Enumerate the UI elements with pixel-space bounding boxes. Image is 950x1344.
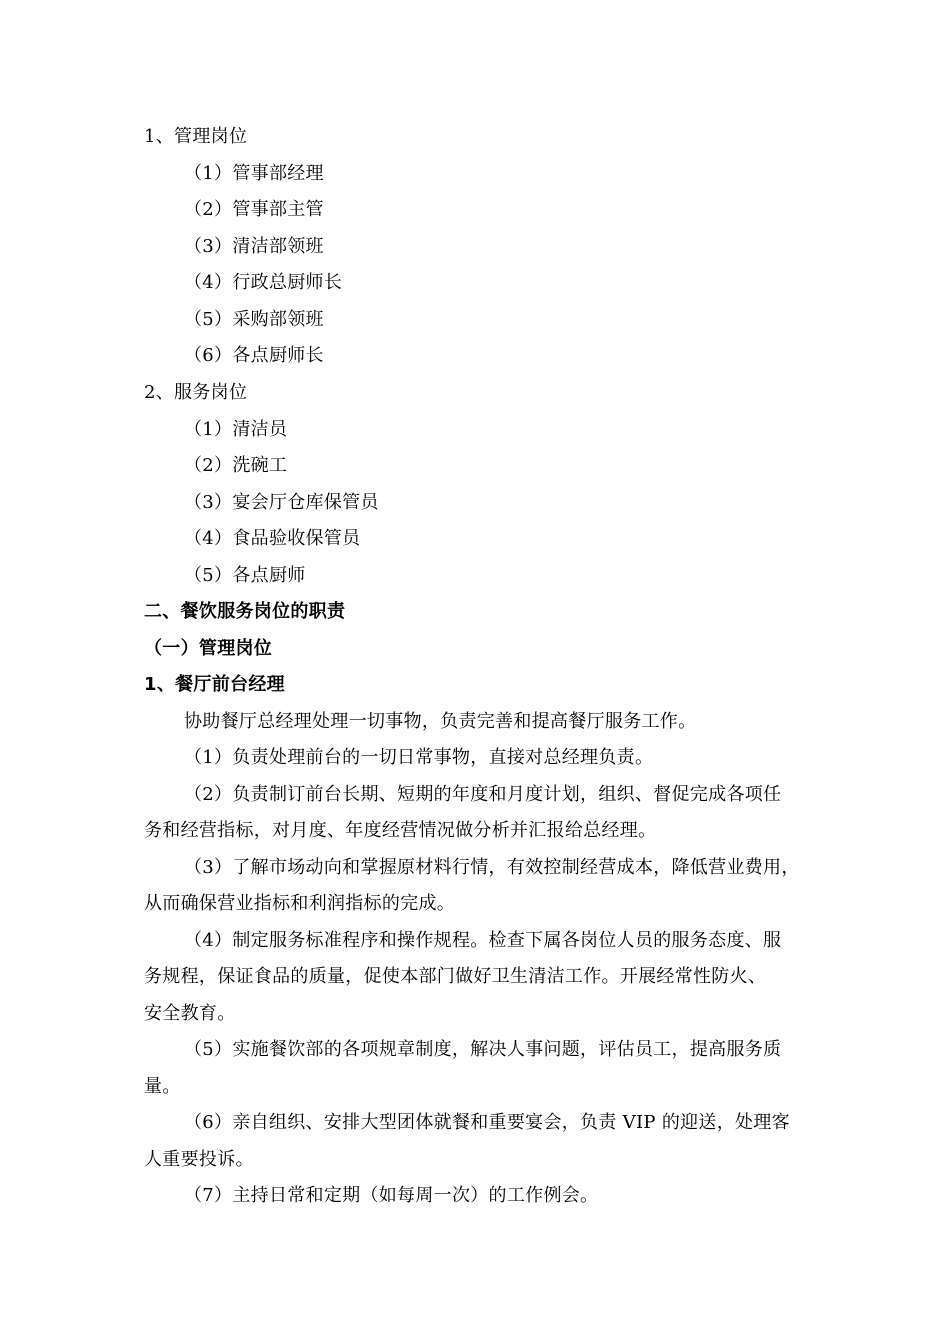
- list-item: （2）洗碗工: [184, 455, 288, 476]
- heading-management: （一）管理岗位: [144, 638, 273, 659]
- paragraph-duty-3-line-2: 从而确保营业指标和利润指标的完成。: [144, 893, 456, 914]
- paragraph-duty-4-line-2: 务规程，保证食品的质量，促使本部门做好卫生清洁工作。开展经常性防火、: [144, 966, 767, 987]
- section-heading-service-positions: 2、服务岗位: [144, 382, 248, 403]
- paragraph-duty-7: （7）主持日常和定期（如每周一次）的工作例会。: [184, 1185, 599, 1206]
- paragraph-duty-1: （1）负责处理前台的一切日常事物，直接对总经理负责。: [184, 747, 654, 768]
- list-item: （6）各点厨师长: [184, 345, 324, 366]
- paragraph-duty-5-line-2: 量。: [144, 1076, 181, 1097]
- paragraph-duty-6-line-1: （6）亲自组织、安排大型团体就餐和重要宴会，负责 VIP 的迎送，处理客: [184, 1112, 790, 1133]
- paragraph-duty-4-line-1: （4）制定服务标准程序和操作规程。检查下属各岗位人员的服务态度、服: [184, 930, 782, 951]
- paragraph-duty-4-line-3: 安全教育。: [144, 1003, 236, 1024]
- paragraph-duty-2-line-1: （2）负责制订前台长期、短期的年度和月度计划，组织、督促完成各项任: [184, 784, 782, 805]
- paragraph-duty-6-line-2: 人重要投诉。: [144, 1149, 254, 1170]
- section-heading-manage-positions: 1、管理岗位: [144, 126, 248, 147]
- list-item: （4）行政总厨师长: [184, 272, 343, 293]
- heading-front-manager: 1、餐厅前台经理: [144, 674, 285, 695]
- list-item: （1）管事部经理: [184, 163, 324, 184]
- paragraph-duty-2-line-2: 务和经营指标，对月度、年度经营情况做分析并汇报给总经理。: [144, 820, 657, 841]
- list-item: （4）食品验收保管员: [184, 528, 361, 549]
- list-item: （3）宴会厅仓库保管员: [184, 492, 379, 513]
- paragraph-intro: 协助餐厅总经理处理一切事物，负责完善和提高餐厅服务工作。: [184, 711, 697, 732]
- list-item: （2）管事部主管: [184, 199, 324, 220]
- paragraph-duty-5-line-1: （5）实施餐饮部的各项规章制度，解决人事问题，评估员工，提高服务质: [184, 1039, 782, 1060]
- list-item: （3）清洁部领班: [184, 236, 324, 257]
- paragraph-duty-3-line-1: （3）了解市场动向和掌握原材料行情，有效控制经营成本，降低营业费用，: [184, 857, 800, 878]
- list-item: （5）各点厨师: [184, 565, 306, 586]
- heading-duties: 二、餐饮服务岗位的职责: [144, 601, 346, 622]
- list-item: （5）采购部领班: [184, 309, 324, 330]
- list-item: （1）清洁员: [184, 419, 288, 440]
